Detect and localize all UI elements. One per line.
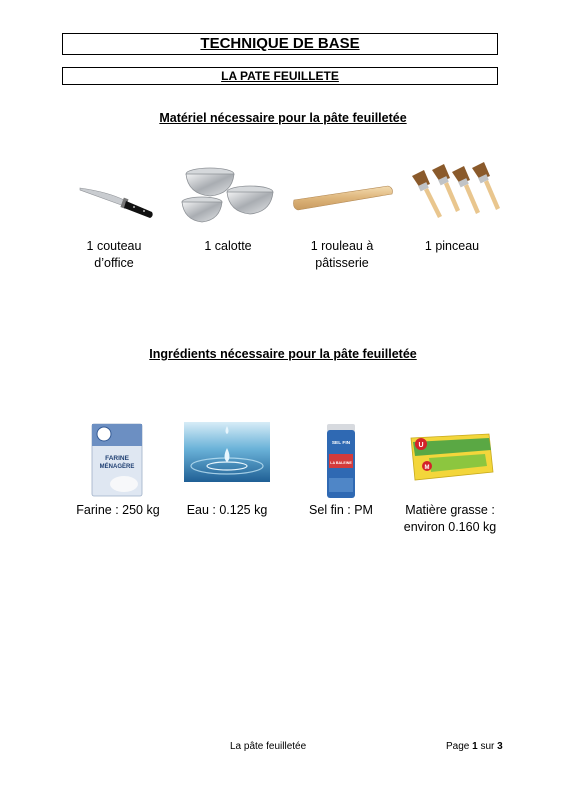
materiel-label-line1: 1 pinceau bbox=[424, 239, 480, 253]
brushes-icon bbox=[406, 162, 502, 222]
bowls-icon bbox=[180, 164, 276, 226]
ingredient-label-line1: Eau : 0.125 kg bbox=[186, 503, 268, 517]
materiel-label-line1: 1 rouleau à bbox=[310, 239, 374, 253]
footer-page-current: 1 bbox=[472, 741, 478, 752]
ingredient-label-line1: Sel fin : PM bbox=[309, 503, 373, 517]
ingredient-label-line1: Farine : 250 kg bbox=[76, 503, 160, 517]
document-title: TECHNIQUE DE BASE bbox=[62, 33, 498, 55]
materiel-item-rolling-pin bbox=[290, 170, 394, 280]
materiel-item-knife bbox=[70, 170, 158, 280]
salt-shaker-icon bbox=[323, 422, 359, 500]
ingredient-label-line1: Matière grasse : bbox=[405, 503, 495, 517]
water-drop-icon bbox=[184, 422, 270, 482]
salt-pkg-text-1: SEL FIN bbox=[331, 441, 351, 446]
butter-pkg-logo-1: U bbox=[418, 442, 424, 449]
materiel-label-line2: pâtisserie bbox=[315, 256, 369, 270]
butter-pkg-logo-2: M bbox=[424, 465, 430, 471]
flour-bag-text-1: FARINE bbox=[105, 455, 129, 462]
salt-pkg-text-2: LA BALEINE bbox=[330, 461, 352, 465]
ingredient-label-line2: environ 0.160 kg bbox=[403, 520, 497, 534]
materiel-item-brushes bbox=[404, 160, 500, 270]
ingredient-item-butter bbox=[400, 430, 500, 540]
footer-page-total: 3 bbox=[497, 741, 503, 752]
ingredient-item-flour bbox=[70, 420, 166, 530]
materiel-label-line1: 1 calotte bbox=[204, 239, 252, 253]
materiel-heading: Matériel nécessaire pour la pâte feuilletée bbox=[159, 111, 407, 125]
materiel-label-line2: d’office bbox=[94, 256, 134, 270]
document-subtitle: LA PATE FEUILLETE bbox=[62, 67, 498, 85]
footer-page-number bbox=[446, 741, 503, 752]
footer-page-sep: sur bbox=[480, 741, 495, 752]
ingredients-heading: Ingrédients nécessaire pour la pâte feuilletée bbox=[149, 347, 417, 361]
materiel-label-line1: 1 couteau bbox=[86, 239, 142, 253]
butter-pack-icon bbox=[405, 430, 495, 484]
flour-bag-text-2: MÉNAGÈRE bbox=[99, 464, 135, 470]
ingredient-item-salt bbox=[296, 420, 386, 530]
rolling-pin-icon bbox=[290, 178, 394, 222]
ingredient-item-water bbox=[182, 422, 272, 532]
materiel-item-bowls bbox=[180, 160, 276, 270]
footer-doc-name: La pâte feuilletée bbox=[230, 741, 307, 752]
flour-bag-icon bbox=[90, 420, 144, 498]
knife-icon bbox=[78, 176, 154, 226]
footer-page-word: Page bbox=[446, 741, 470, 752]
